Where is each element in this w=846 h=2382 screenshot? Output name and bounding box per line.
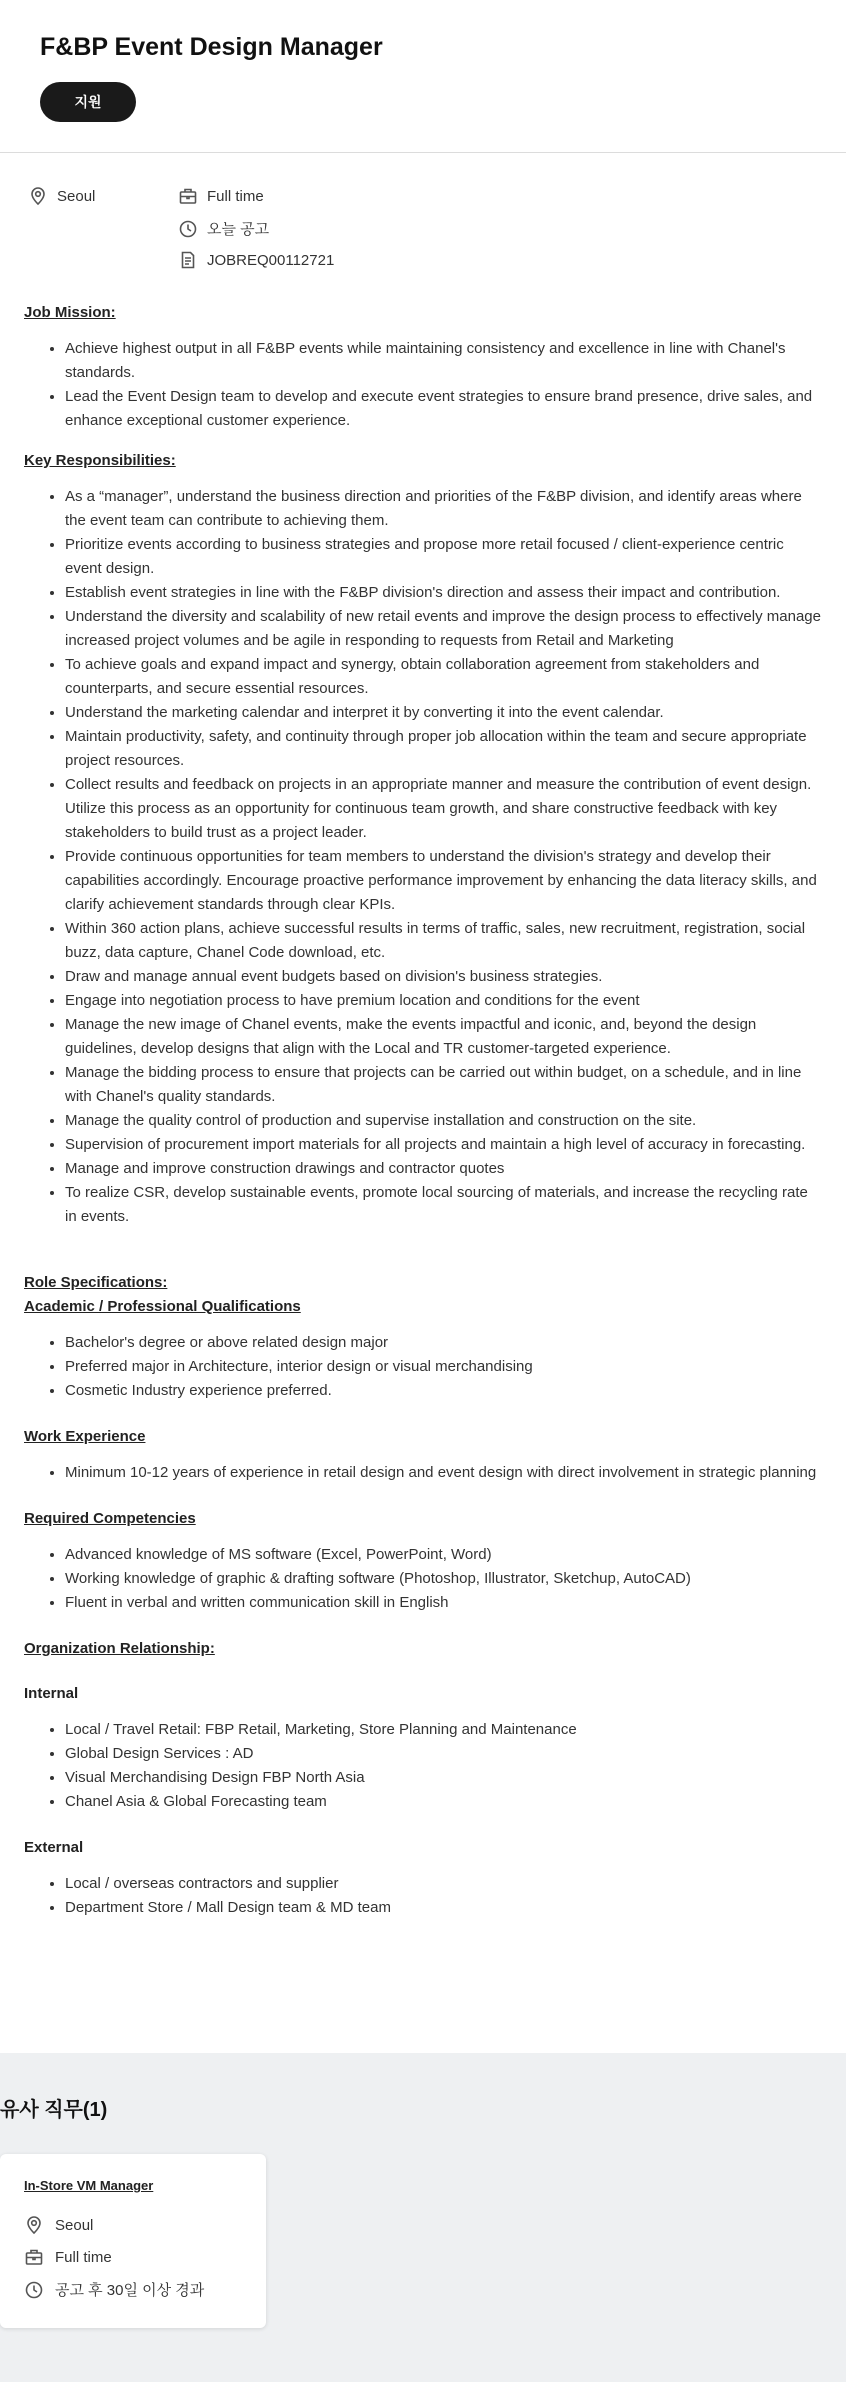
list-item: • Chanel Asia & Global Forecasting team [65, 1790, 822, 1814]
meta-posted [178, 218, 269, 239]
list-item: • Manage the quality control of production and supervise installation and construction on the site. [65, 1109, 822, 1133]
list-item: • Local / Travel Retail: FBP Retail, Marketing, Store Planning and Maintenance [65, 1718, 822, 1742]
briefcase-icon [178, 186, 198, 206]
list-item: • Engage into negotiation process to have premium location and conditions for the event [65, 989, 822, 1013]
list-item: • Visual Merchandising Design FBP North Asia [65, 1766, 822, 1790]
list-item: • Establish event strategies in line with the F&BP division's direction and assess their impact and contribution. [65, 581, 822, 605]
posted-text: 오늘 공고 [207, 221, 270, 238]
external-list [24, 1872, 822, 1920]
list-item: • Lead the Event Design team to develop and execute event strategies to ensure brand presence, drive sales, and enhance exceptional customer experience. [65, 385, 822, 433]
similar-posted-text: 공고 후 30일 이상 경과 [55, 2282, 205, 2299]
list-item: • To realize CSR, develop sustainable events, promote local sourcing of materials, and increase the recycling rate in events. [65, 1181, 822, 1229]
responsibilities-heading: Key Responsibilities: [24, 452, 176, 469]
list-item: • As a “manager”, understand the business direction and priorities of the F&BP division, and identify areas where the event team can contribute to achieving them. [65, 485, 822, 533]
similar-job-card[interactable] [0, 2154, 266, 2328]
list-item: • Prioritize events according to business strategies and propose more retail focused / client-experience centric event design. [65, 533, 822, 581]
meta-location [28, 186, 95, 206]
list-item: • Minimum 10-12 years of experience in retail design and event design with direct involvement in strategic planning [65, 1461, 822, 1485]
list-item: • Maintain productivity, safety, and continuity through proper job allocation within the team and secure appropriate project resources. [65, 725, 822, 773]
document-icon [178, 250, 198, 270]
competencies-heading: Required Competencies [24, 1510, 196, 1527]
list-item: • Draw and manage annual event budgets based on division's business strategies. [65, 965, 822, 989]
responsibilities-list [24, 485, 822, 1229]
job-meta [0, 153, 846, 273]
list-item: • Manage the new image of Chanel events, make the events impactful and iconic, and, beyond the design guidelines, develop designs that align with the Local and TR customer-targeted experience. [65, 1013, 822, 1061]
job-title: F&BP Event Design Manager [40, 33, 383, 61]
similar-type-text: Full time [55, 2248, 112, 2266]
list-item: • Within 360 action plans, achieve successful results in terms of traffic, sales, new recruitment, registration, social buzz, data capture, Chanel Code download, etc. [65, 917, 822, 965]
job-header [0, 0, 846, 153]
list-item: • Manage the bidding process to ensure that projects can be carried out within budget, on a schedule, and in line with Chanel's quality standards. [65, 1061, 822, 1109]
list-item: • Global Design Services : AD [65, 1742, 822, 1766]
similar-job-title-link[interactable]: In-Store VM Manager [24, 2178, 154, 2193]
list-item: • Bachelor's degree or above related design major [65, 1331, 822, 1355]
similar-job-posted [24, 2279, 242, 2300]
internal-heading: Internal [24, 1685, 79, 1702]
list-item: • Working knowledge of graphic & drafting software (Photoshop, Illustrator, Sketchup, AutoCAD) [65, 1567, 822, 1591]
mission-list [24, 337, 822, 433]
location-pin-icon [28, 186, 48, 206]
similar-jobs-heading: 유사 직무(1) [0, 2099, 108, 2121]
apply-button[interactable]: 지원 [40, 82, 136, 122]
list-item: • Achieve highest output in all F&BP events while maintaining consistency and excellence in line with Chanel's standards. [65, 337, 822, 385]
req-id-text: JOBREQ00112721 [207, 251, 335, 269]
list-item: • Fluent in verbal and written communication skill in English [65, 1591, 822, 1615]
academic-heading: Academic / Professional Qualifications [24, 1298, 301, 1315]
meta-type [178, 186, 264, 206]
list-item: • Preferred major in Architecture, interior design or visual merchandising [65, 1355, 822, 1379]
list-item: • Provide continuous opportunities for team members to understand the division's strategy and develop their capabilities accordingly. Encourage proactive performance improvement by enhancing the data literacy skills, and clarify achievement standards through clear KPIs. [65, 845, 822, 917]
list-item: • To achieve goals and expand impact and synergy, obtain collaboration agreement from stakeholders and counterparts, and secure essential resources. [65, 653, 822, 701]
internal-list [24, 1718, 822, 1814]
list-item: • Advanced knowledge of MS software (Excel, PowerPoint, Word) [65, 1543, 822, 1567]
competencies-list [24, 1543, 822, 1615]
employment-type-text: Full time [207, 187, 264, 205]
external-heading: External [24, 1839, 84, 1856]
briefcase-icon [24, 2247, 44, 2267]
list-item: • Understand the marketing calendar and interpret it by converting it into the event calendar. [65, 701, 822, 725]
clock-icon [178, 219, 198, 239]
list-item: • Cosmetic Industry experience preferred. [65, 1379, 822, 1403]
list-item: • Understand the diversity and scalability of new retail events and improve the design process to effectively manage increased project volumes and be agile in responding to requests from Retail and Marketing [65, 605, 822, 653]
work-experience-list [24, 1461, 822, 1485]
list-item: • Collect results and feedback on projects in an appropriate manner and measure the contribution of event design. Utilize this process as an opportunity for continuous team growth, and share constructive feedback with key stakeholders to build trust as a project leader. [65, 773, 822, 845]
list-item: • Department Store / Mall Design team & MD team [65, 1896, 822, 1920]
location-text: Seoul [57, 187, 96, 205]
work-experience-heading: Work Experience [24, 1428, 146, 1445]
meta-req [178, 250, 334, 270]
academic-list [24, 1331, 822, 1403]
similar-job-location [24, 2215, 242, 2235]
location-pin-icon [24, 2215, 44, 2235]
clock-icon [24, 2280, 44, 2300]
job-description [0, 301, 846, 1920]
mission-heading: Job Mission: [24, 304, 116, 321]
list-item: • Local / overseas contractors and supplier [65, 1872, 822, 1896]
role-spec-heading: Role Specifications: [24, 1274, 168, 1291]
list-item: • Manage and improve construction drawings and contractor quotes [65, 1157, 822, 1181]
org-relationship-heading: Organization Relationship: [24, 1640, 215, 1657]
similar-job-type [24, 2247, 242, 2267]
list-item: • Supervision of procurement import materials for all projects and maintain a high level of accuracy in forecasting. [65, 1133, 822, 1157]
similar-location-text: Seoul [55, 2216, 94, 2234]
